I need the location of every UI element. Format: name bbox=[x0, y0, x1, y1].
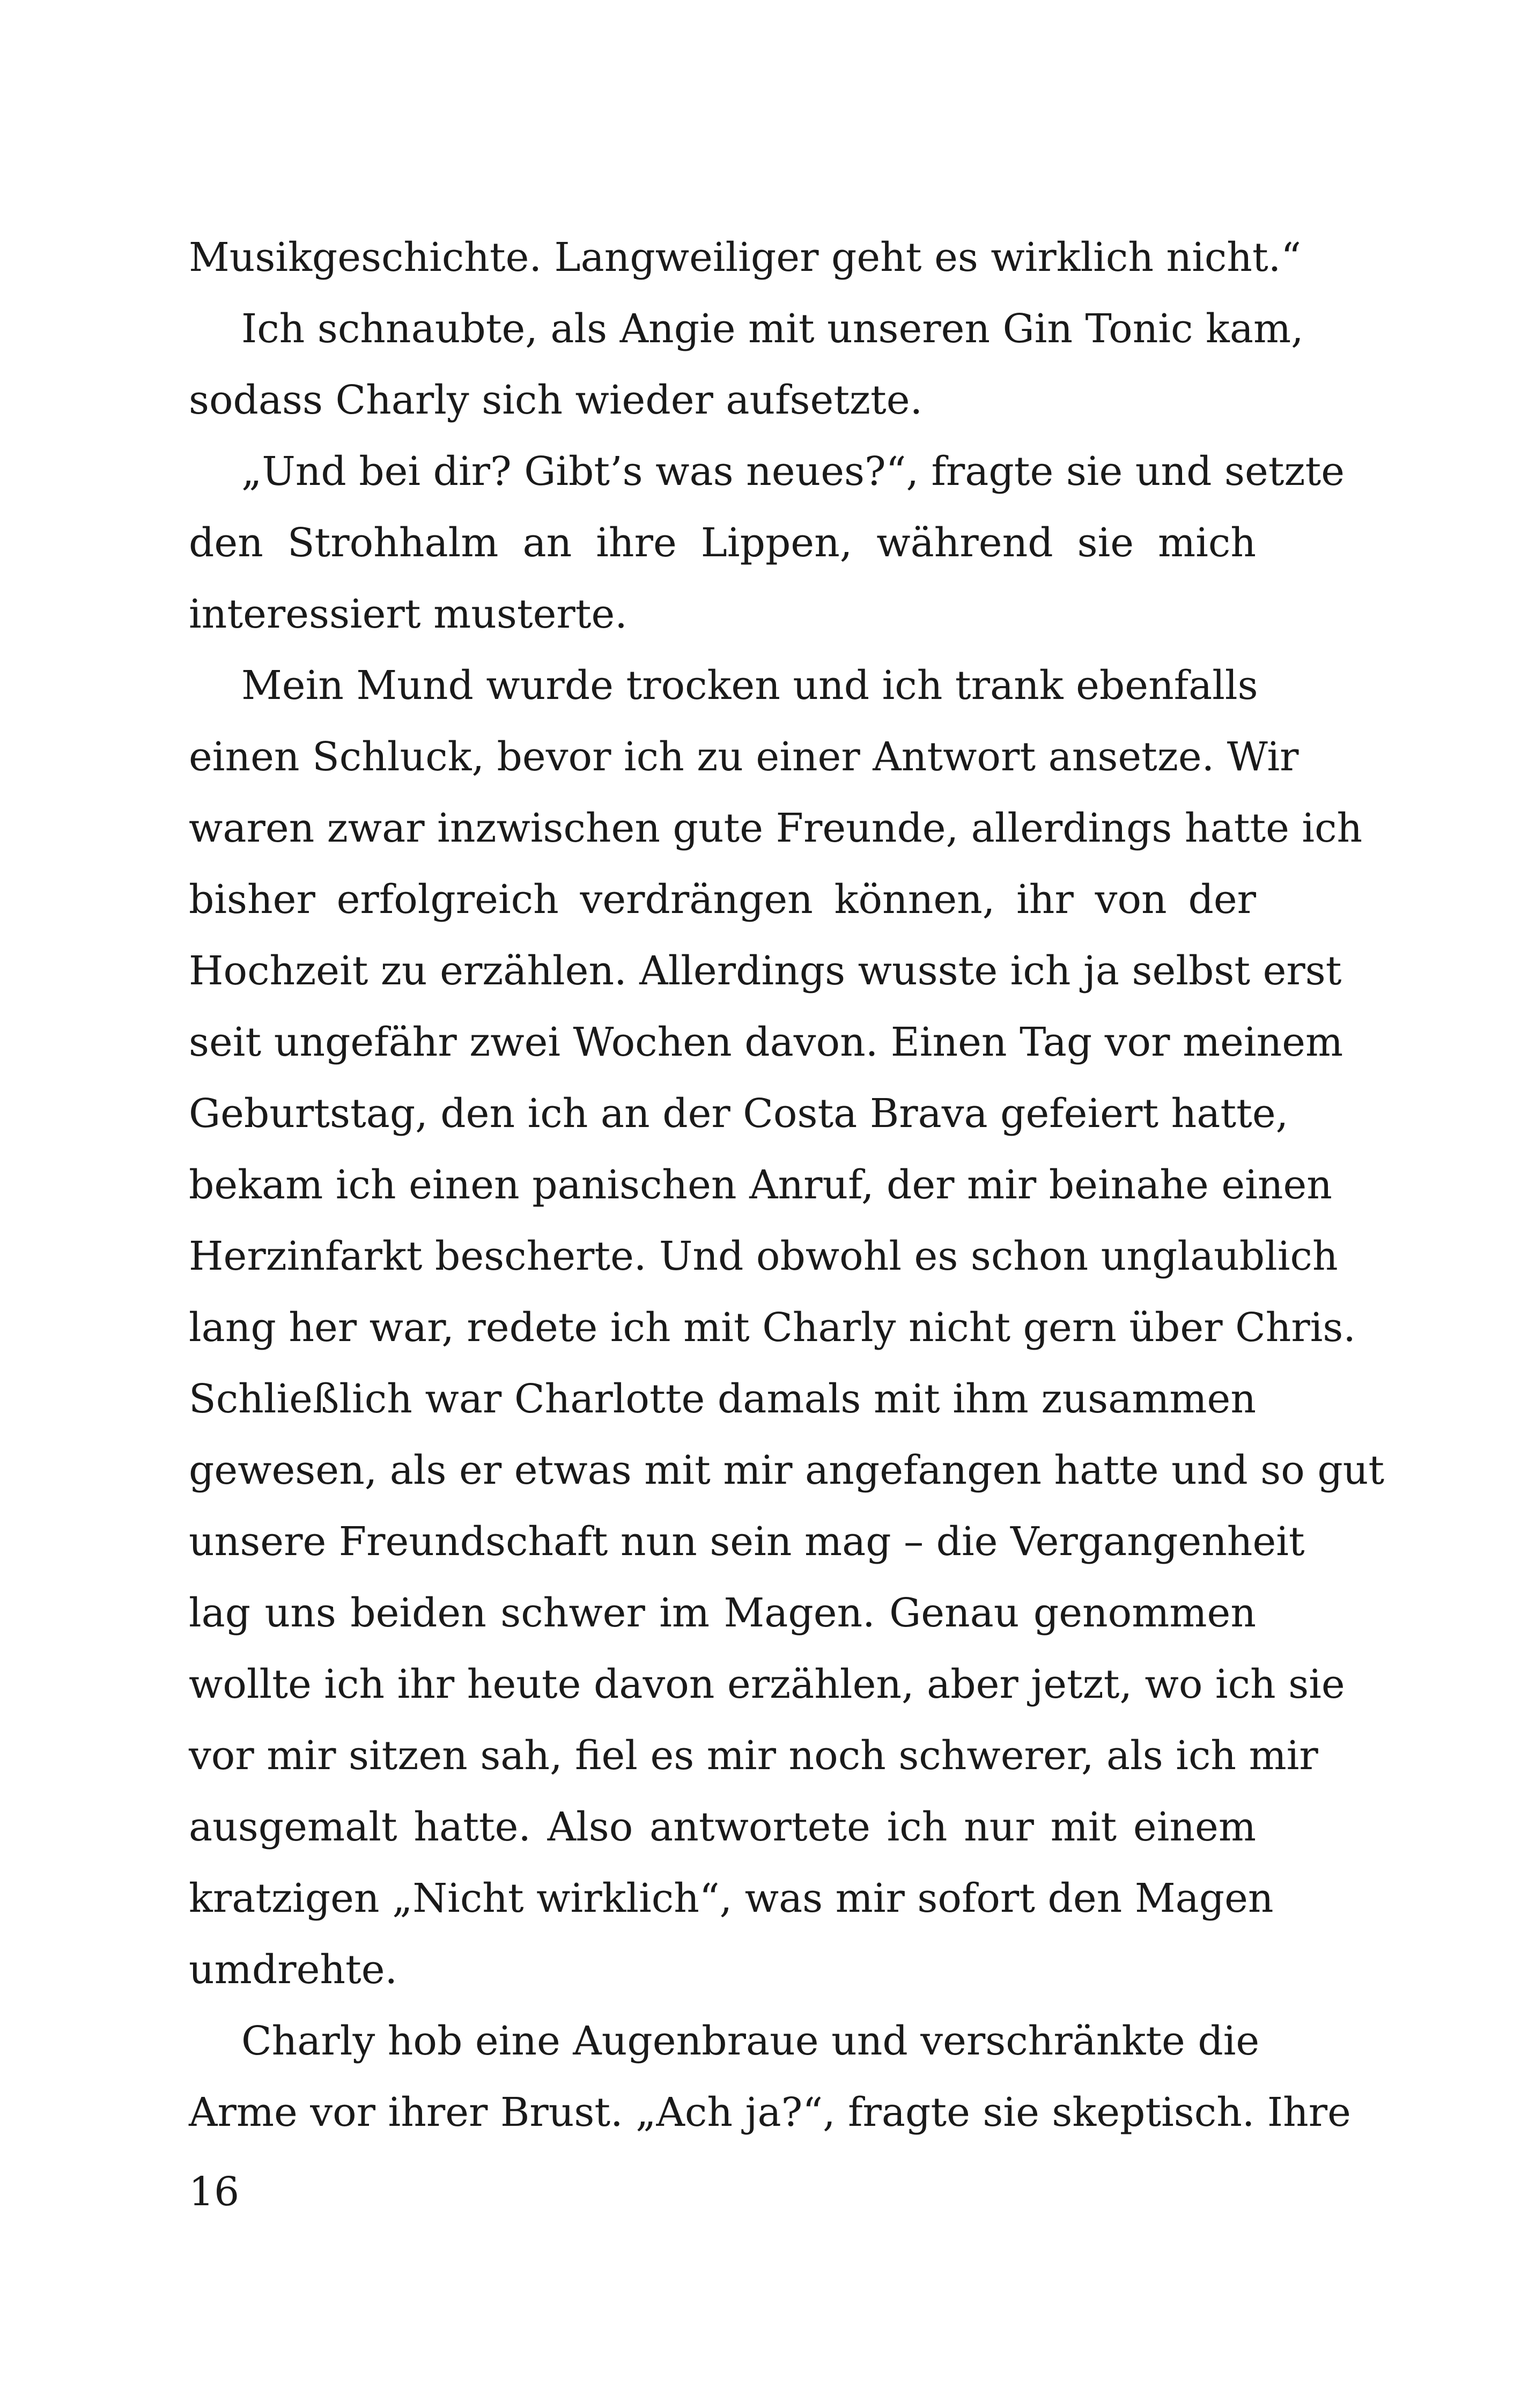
text-line: Mein Mund wurde trocken und ich trank ebenfalls bbox=[241, 662, 1258, 709]
text-line: Ich schnaubte, als Angie mit unseren Gin Tonic kam, bbox=[241, 306, 1304, 352]
text-line: lag uns beiden schwer im Magen. Genau genommen bbox=[189, 1590, 1256, 1636]
text-line: bisher erfolgreich verdrängen können, ihr von der bbox=[189, 877, 1256, 923]
text-line: Schließlich war Charlotte damals mit ihm zusammen bbox=[189, 1376, 1256, 1422]
text-line: Hochzeit zu erzählen. Allerdings wusste ich ja selbst erst bbox=[189, 948, 1342, 994]
text-line: waren zwar inzwischen gute Freunde, allerdings hatte ich bbox=[189, 805, 1363, 851]
text-line: ausgemalt hatte. Also antwortete ich nur mit einem bbox=[189, 1804, 1256, 1850]
text-line: seit ungefähr zwei Wochen davon. Einen Tag vor meinem bbox=[189, 1019, 1343, 1065]
text-line: Herzinfarkt bescherte. Und obwohl es schon unglaublich bbox=[189, 1233, 1338, 1279]
text-line: Arme vor ihrer Brust. „Ach ja?“, fragte sie skeptisch. Ihre bbox=[189, 2089, 1351, 2135]
text-line: Geburtstag, den ich an der Costa Brava gefeiert hatte, bbox=[189, 1091, 1289, 1137]
text-line: „Und bei dir? Gibt’s was neues?“, fragte sie und setzte bbox=[241, 448, 1345, 495]
text-line: bekam ich einen panischen Anruf, der mir beinahe einen bbox=[189, 1162, 1332, 1208]
text-line: gewesen, als er etwas mit mir angefangen hatte und so gut bbox=[189, 1447, 1385, 1493]
body-text bbox=[189, 222, 1385, 2148]
text-line: den Strohhalm an ihre Lippen, während sie mich bbox=[189, 520, 1256, 566]
text-line: sodass Charly sich wieder aufsetzte. bbox=[189, 377, 923, 423]
text-line: wollte ich ihr heute davon erzählen, aber jetzt, wo ich sie bbox=[189, 1661, 1345, 1707]
text-line: lang her war, redete ich mit Charly nicht gern über Chris. bbox=[189, 1305, 1356, 1351]
text-line: unsere Freundschaft nun sein mag – die Vergangenheit bbox=[189, 1519, 1305, 1565]
text-line: umdrehte. bbox=[189, 1947, 398, 1993]
page-number: 16 bbox=[189, 2169, 240, 2215]
text-line: einen Schluck, bevor ich zu einer Antwort ansetze. Wir bbox=[189, 734, 1299, 780]
text-line: interessiert musterte. bbox=[189, 591, 627, 637]
text-line: vor mir sitzen sah, fiel es mir noch schwerer, als ich mir bbox=[189, 1733, 1318, 1779]
text-line: Musikgeschichte. Langweiliger geht es wirklich nicht.“ bbox=[189, 234, 1302, 281]
text-line: kratzigen „Nicht wirklich“, was mir sofort den Magen bbox=[189, 1875, 1274, 1921]
text-line: Charly hob eine Augenbraue und verschränkte die bbox=[241, 2018, 1260, 2064]
